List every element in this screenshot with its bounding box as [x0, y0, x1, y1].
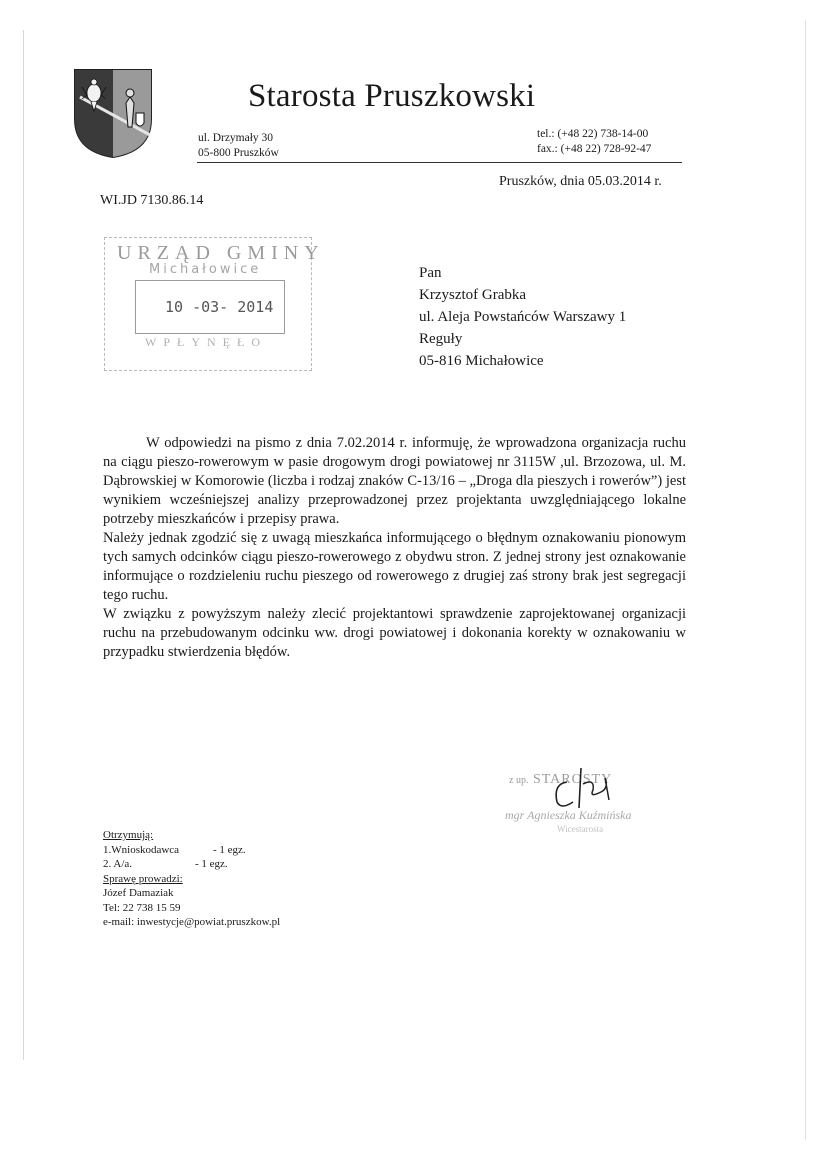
received-stamp: [104, 237, 325, 371]
copy-2-count: - 1 egz.: [195, 858, 228, 870]
recipient-postal: 05-816 Michałowice: [419, 353, 544, 369]
copy-line-1: [103, 843, 280, 858]
body-paragraph-3: W związku z powyższym należy zlecić projektantowi sprawdzenie zaprojektowanej organizacji ruchu na przebudowanym odcinku ww. drogi powiatowej i dokonania korekty w oznakowaniu w przypadku stwierdzenia błędów.: [103, 606, 686, 660]
body-paragraph-2: Należy jednak zgodzić się z uwagą mieszkańca informującego o błędnym oznakowaniu pionowym tych samych odcinków ciągu pieszo-rowerowego z obydwu stron. Z jednej strony jest oznakowanie informujące o rozdzieleniu ruchu pieszego od rowerowego z drugiej zaś strony brak jest segregacji tego ruchu.: [103, 530, 686, 603]
stamp-received-label: WPŁYNĘŁO: [145, 335, 267, 349]
letterhead-title: Starosta Pruszkowski: [248, 78, 536, 114]
distribution-footer: [103, 828, 280, 930]
contact-phone: tel.: (+48 22) 738-14-00: [537, 128, 649, 140]
recipient-name: Krzysztof Grabka: [419, 287, 527, 303]
signature-block: [505, 764, 705, 844]
copy-line-2: [103, 857, 280, 872]
signature-name: mgr Agnieszka Kuźmińska: [505, 808, 632, 822]
address-street: ul. Drzymały 30: [198, 132, 274, 144]
handler-name: Józef Damaziak: [103, 887, 174, 899]
letter-body: [103, 434, 686, 662]
recipient-street: ul. Aleja Powstańców Warszawy 1: [419, 309, 627, 325]
letterhead-divider: [197, 162, 682, 163]
handler-email: e-mail: inwestycje@powiat.pruszkow.pl: [103, 916, 281, 928]
signature-role: Wicestarosta: [557, 824, 604, 834]
stamp-date: 10 -03- 2014: [165, 298, 274, 316]
coat-of-arms-icon: [72, 67, 154, 159]
handler-phone: Tel: 22 738 15 59: [103, 901, 181, 914]
recipient-address: [419, 262, 626, 372]
scan-edge-right: [805, 20, 806, 1140]
recipients-label: Otrzymują:: [103, 829, 154, 841]
signature-prefix: z up.: [509, 775, 529, 786]
contact-fax: fax.: (+48 22) 728-92-47: [537, 143, 652, 155]
recipient-locality: Reguły: [419, 331, 463, 347]
copy-1-recipient: 1.Wnioskodawca: [103, 843, 180, 856]
body-paragraph-1: W odpowiedzi na pismo z dnia 7.02.2014 r. informuję, że wprowadzona organizacja ruchu na ciągu pieszo-rowerowym w pasie drogowym drogi powiatowej nr 3115W ,ul. Brzozowa, ul. M. Dąbrowskiej w Komorowie (liczba i rodzaj znaków C-13/16 – „Droga dla pieszych i rowerów”) jest wynikiem wcześniejszej analizy przeprowadzonej przez projektanta uwzględniającego lokalne potrzeby mieszkańców i przepisy prawa.: [103, 435, 686, 527]
handwritten-signature: [539, 764, 629, 814]
scan-edge-left: [23, 30, 24, 1060]
copy-2-recipient: 2. A/a.: [103, 858, 133, 870]
handler-label: Sprawę prowadzi:: [103, 872, 183, 885]
letterhead-contact: [537, 127, 651, 157]
stamp-town: Michałowice: [149, 262, 262, 277]
place-date: Pruszków, dnia 05.03.2014 r.: [499, 174, 662, 189]
recipient-salutation: Pan: [419, 265, 442, 281]
address-postal: 05-800 Pruszków: [198, 147, 279, 159]
stamp-office: URZĄD GMINY: [117, 242, 325, 264]
signature-office: STAROSTY: [532, 772, 613, 787]
copy-1-count: - 1 egz.: [213, 843, 246, 856]
letterhead-address: [198, 131, 279, 161]
reference-number: WI.JD 7130.86.14: [100, 193, 204, 208]
